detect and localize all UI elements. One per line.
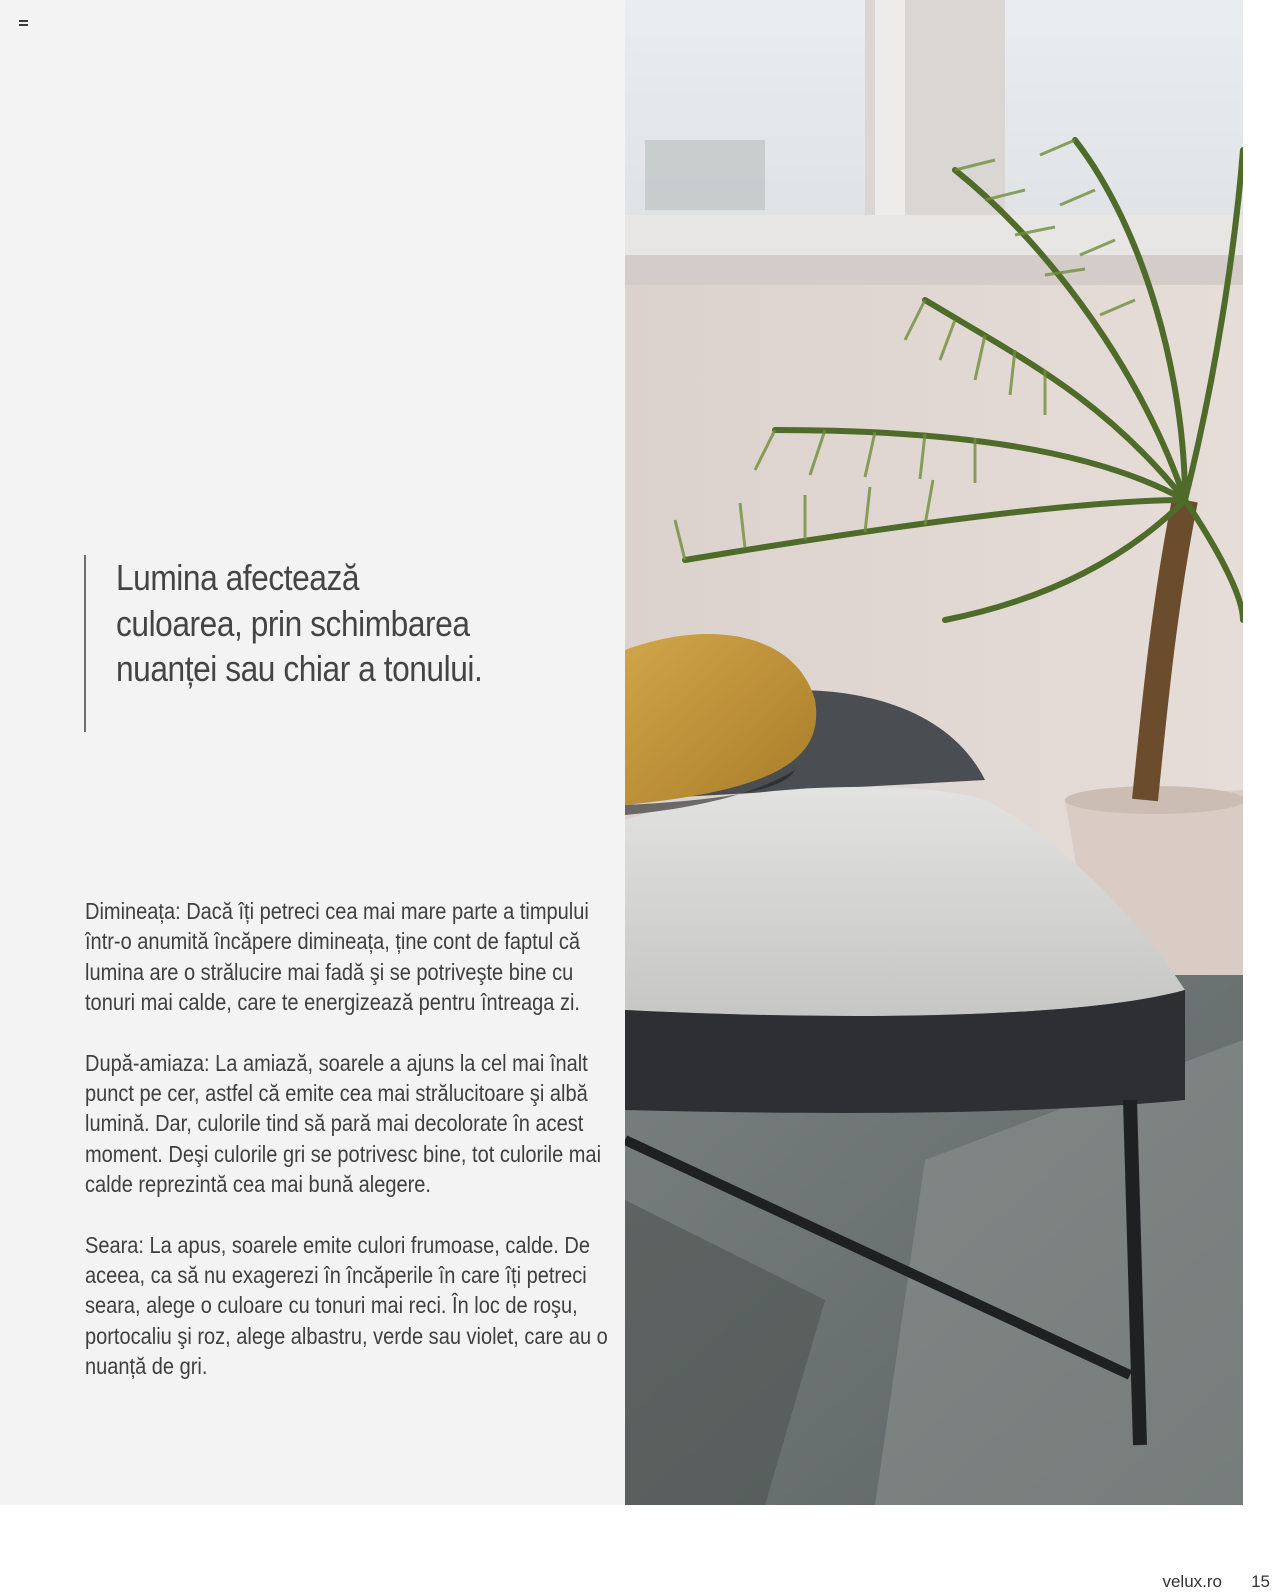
- pull-quote-text: Lumina afectează culoarea, prin schimbarea nuanței sau chiar a tonului.: [116, 557, 483, 689]
- site-url[interactable]: velux.ro: [1162, 1572, 1222, 1591]
- pull-quote: [84, 555, 484, 732]
- body-text: [85, 896, 645, 1412]
- paragraph-afternoon: După-amiaza: La amiază, soarele a ajuns la cel mai înalt punct pe cer, astfel că emite cea mai strălucitoare şi albă lumină. Dar, culorile tind să pară mai decolorate în acest moment. Deşi culorile gri se potrivesc bine, tot culorile mai calde reprezintă cea mai bună alegere.: [85, 1049, 602, 1198]
- text-panel: [0, 0, 625, 1505]
- interior-photo-illustration: [625, 0, 1243, 1505]
- paragraph-evening: Seara: La apus, soarele emite culori frumoase, calde. De aceea, ca să nu exagerezi în încăperile în care îți petreci seara, alege o culoare cu tonuri mai reci. În loc de roşu, portocaliu şi roz, alege albastru, verde sau violet, care au o nuanță de gri.: [85, 1231, 608, 1380]
- interior-photo: [625, 0, 1243, 1505]
- hamburger-menu-icon[interactable]: [19, 20, 28, 28]
- paragraph-morning: Dimineața: Dacă îți petreci cea mai mare parte a timpului într-o anumită încăpere dimineața, ține cont de faptul că lumina are o strălucire mai fadă şi se potriveşte bine cu tonuri mai calde, care te energizează pentru întreaga zi.: [85, 898, 589, 1016]
- page-number: 15: [1251, 1572, 1270, 1591]
- page-footer: [880, 1568, 1280, 1592]
